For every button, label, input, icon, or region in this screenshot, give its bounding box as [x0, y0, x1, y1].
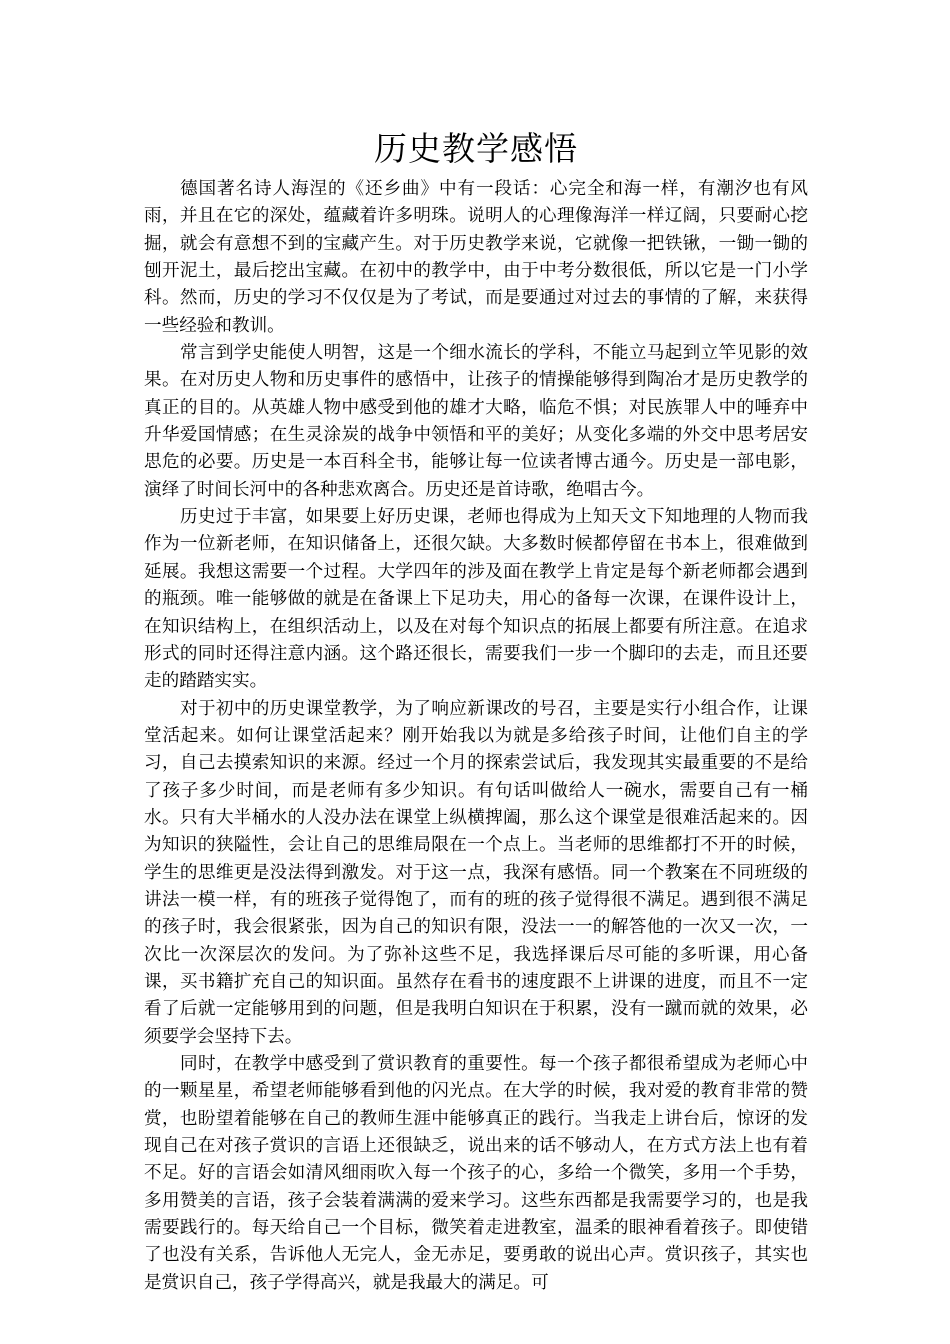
document-title: 历史教学感悟 [374, 129, 578, 168]
paragraph-3: 历史过于丰富，如果要上好历史课，老师也得成为上知天文下知地理的人物而我作为一位新老师，在知识储备上，还很欠缺。大多数时候都停留在书本上，很难做到延展。我想这需要一个过程。大学四年的涉及面在教学上肯定是每个新老师都会遇到的瓶颈。唯一能够做的就是在备课上下足功夫，用心的备每一次课，在课件设计上，在知识结构上，在组织活动上，以及在对每个知识点的拓展上都要有所注意。在追求形式的同时还得注意内涵。这个路还很长，需要我们一步一个脚印的去走，而且还要走的踏踏实实。 [144, 507, 808, 692]
paragraph-4: 对于初中的历史课堂教学，为了响应新课改的号召，主要是实行小组合作，让课堂活起来。如何让课堂活起来？刚开始我以为就是多给孩子时间，让他们自主的学习，自己去摸索知识的来源。经过一个月的探索尝试后，我发现其实最重要的不是给了孩子多少时间，而是老师有多少知识。有句话叫做给人一碗水，需要自己有一桶水。只有大半桶水的人没办法在课堂上纵横捭阖，那么这个课堂是很难活起来的。因为知识的狭隘性，会让自己的思维局限在一个点上。当老师的思维都打不开的时候，学生的思维更是没法得到激发。对于这一点，我深有感悟。同一个教案在不同班级的讲法一模一样，有的班孩子觉得饱了，而有的班的孩子觉得很不满足。遇到很不满足的孩子时，我会很紧张，因为自己的知识有限，没法一一的解答他的一次又一次，一次比一次深层次的发问。为了弥补这些不足，我选择课后尽可能的多听课，用心备课，买书籍扩充自己的知识面。虽然存在看书的速度跟不上讲课的进度，而且不一定看了后就一定能够用到的问题，但是我明白知识在于积累，没有一蹴而就的效果，必须要学会坚持下去。 [144, 698, 808, 1047]
paragraph-5: 同时，在教学中感受到了赏识教育的重要性。每一个孩子都很希望成为老师心中的一颗星星，希望老师能够看到他的闪光点。在大学的时候，我对爱的教育非常的赞赏，也盼望着能够在自己的教师生涯中能够真正的践行。当我走上讲台后，惊讶的发现自己在对孩子赏识的言语上还很缺乏，说出来的话不够动人，在方式方法上也有着不足。好的言语会如清风细雨吹入每一个孩子的心，多给一个微笑，多用一个手势，多用赞美的言语，孩子会装着满满的爱来学习。这些东西都是我需要学习的，也是我需要践行的。每天给自己一个目标，微笑着走进教室，温柔的眼神看着孩子。即使错了也没有关系，告诉他人无完人，金无赤足，要勇敢的说出心声。赏识孩子，其实也是赏识自己，孩子学得高兴，就是我最大的满足。可 [144, 1054, 808, 1293]
paragraph-2: 常言到学史能使人明智，这是一个细水流长的学科，不能立马起到立竿见影的效果。在对历史人物和历史事件的感悟中，让孩子的情操能够得到陶冶才是历史教学的真正的目的。从英雄人物中感受到他的雄才大略，临危不惧；对民族罪人中的唾弃中升华爱国情感；在生灵涂炭的战争中领悟和平的美好；从变化多端的外交中思考居安思危的必要。历史是一本百科全书，能够让每一位读者博古通今。历史是一部电影，演绎了时间长河中的各种悲欢离合。历史还是首诗歌，绝唱古今。 [144, 343, 808, 500]
document-page [144, 124, 808, 1297]
paragraph-1: 德国著名诗人海涅的《还乡曲》中有一段话：心完全和海一样，有潮汐也有风雨，并且在它的深处，蕴藏着许多明珠。说明人的心理像海洋一样辽阔，只要耐心挖掘，就会有意想不到的宝藏产生。对于历史教学来说，它就像一把铁锹，一锄一锄的刨开泥土，最后挖出宝藏。在初中的教学中，由于中考分数很低，所以它是一门小学科。然而，历史的学习不仅仅是为了考试，而是要通过对过去的事情的了解，来获得一些经验和教训。 [144, 179, 808, 336]
